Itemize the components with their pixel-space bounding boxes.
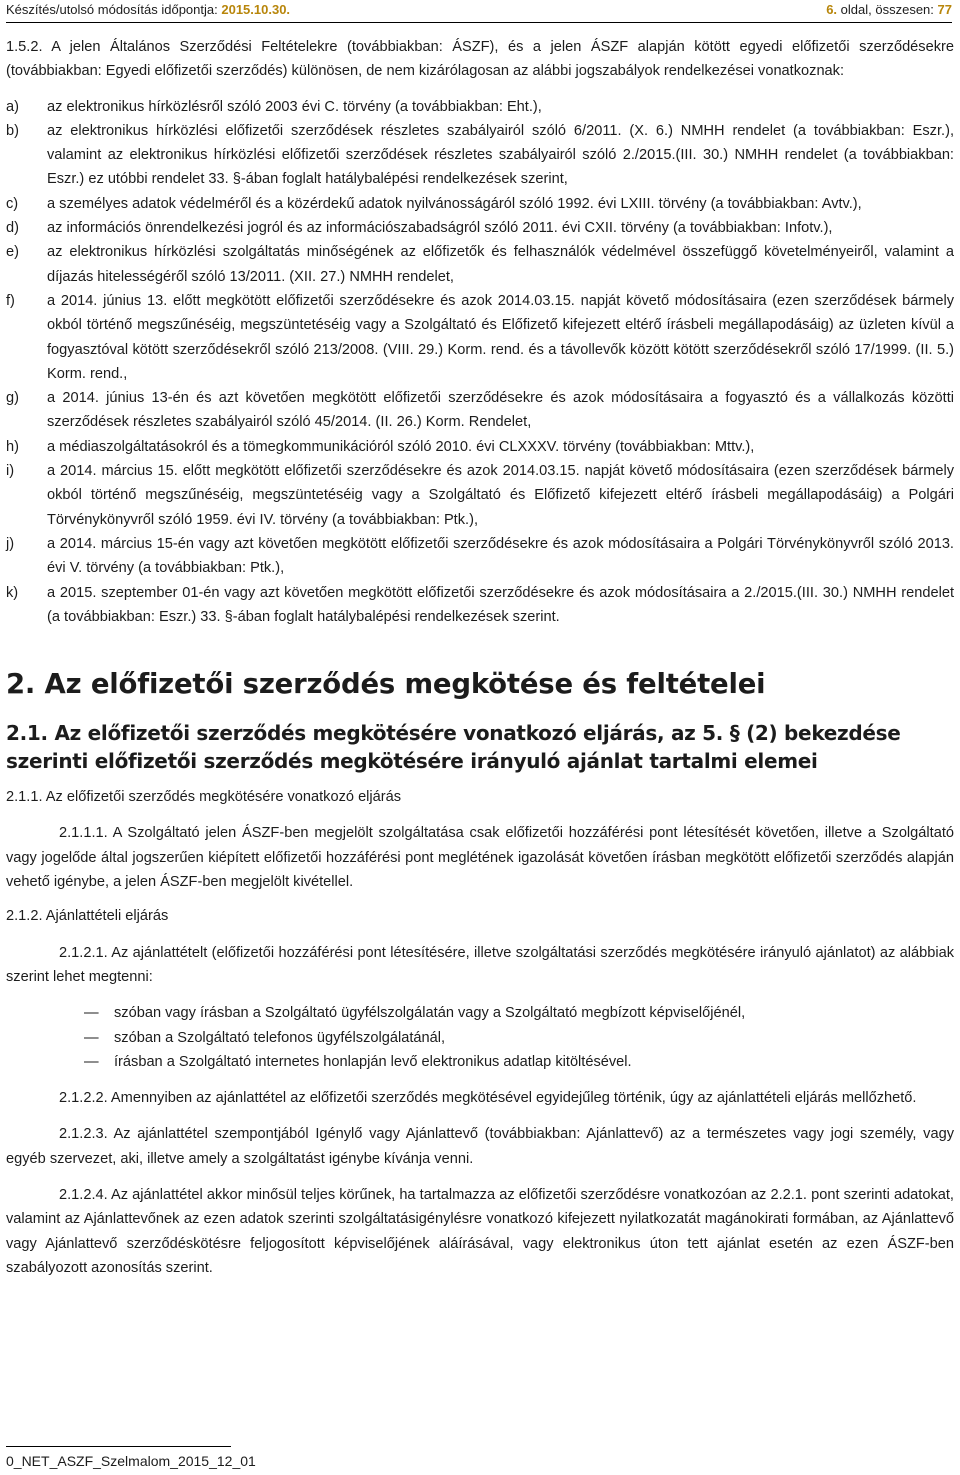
dash-icon: — bbox=[84, 1053, 99, 1070]
list-text: az elektronikus hírközlésről szóló 2003 évi C. törvény (a továbbiakban: Eht.), bbox=[47, 98, 542, 115]
list-item bbox=[6, 386, 954, 435]
dash-icon: — bbox=[84, 1029, 99, 1046]
header-right bbox=[826, 0, 952, 20]
header-date-label: Készítés/utolsó módosítás időpontja: bbox=[6, 2, 218, 17]
page-footer: 0_NET_ASZF_Szelmalom_2015_12_01 bbox=[6, 1453, 256, 1469]
list-text: az elektronikus hírközlési szolgáltatás minőségének az előfizetők és felhasználók védelmével összefüggő követelményeiről, valamint a díjazás hitelességéről szóló 13/2011. (XII. 27.) NMHH rendelet, bbox=[47, 244, 954, 285]
paragraph-2-1-2-4: 2.1.2.4. Az ajánlattétel akkor minősül teljes körűnek, ha tartalmazza az előfizetői szerződésre vonatkozóan az 2.2.1. pont szerinti adatokat, valamint az Ajánlattevőnek az ezen adatok szerinti szolgáltatásigénylésre vonatkozó kifejezett nyilatkozatát magánokirati formában, az Ajánlattevő vagy Ajánlattevő szerződéskötésre feljogosított képviselőjének aláírásával, vagy elektronikus úton tett ajánlat esetén az ezen ÁSZF-ben szabályozott azonosítás szerint. bbox=[6, 1186, 954, 1276]
header-left bbox=[6, 0, 290, 20]
list-marker: k) bbox=[6, 584, 19, 601]
list-item bbox=[6, 240, 954, 289]
list-item bbox=[6, 216, 954, 240]
list-item bbox=[6, 581, 954, 630]
list-text: a személyes adatok védelméről és a közérdekű adatok nyilvánosságáról szóló 1992. évi LXIII. törvény (a továbbiakban: Avtv.), bbox=[47, 195, 862, 212]
paragraph-2-1-2-1: 2.1.2.1. Az ajánlattételt (előfizetői hozzáférési pont létesítésére, illetve szolgáltatási szerződés megkötésére irányuló ajánlatot) az alábbiak szerint lehet megtenni: bbox=[6, 944, 954, 985]
list-marker: j) bbox=[6, 535, 15, 552]
offer-channel-list bbox=[6, 1001, 954, 1074]
list-item bbox=[6, 95, 954, 119]
list-text: a 2015. szeptember 01-én vagy azt követően megkötött előfizetői szerződésekre és azok módosításaira a 2./2015.(III. 30.) NMHH rendelet (a továbbiakban: Eszr.) 33. §-ában foglalt hatálybalépési rendelkezések szerint. bbox=[47, 584, 954, 625]
list-text: írásban a Szolgáltató internetes honlapján levő elektronikus adatlap kitöltésével. bbox=[114, 1053, 632, 1070]
list-text: az információs önrendelkezési jogról és az információszabadságról szóló 2011. évi CXII. törvény (a továbbiakban: Infotv.), bbox=[47, 220, 833, 237]
list-item bbox=[6, 1026, 954, 1050]
list-text: a 2014. június 13. előtt megkötött előfizetői szerződésekre és azok 2014.03.15. napját követő módosításaira (ezen szerződések bármely okból történő megszűnéséig, megszüntetéséig vagy a Szolgáltató és Előfizető kifejezett eltérő írásbeli megállapodásáig) az üzleten kívül a fogyasztóval kötött szerződésekről szóló 213/2008. (VIII. 29.) Korm. rend. és a távollevők között kötött szerződésekről szóló 17/1999. (II. 5.) Korm. rend., bbox=[47, 292, 954, 382]
subsection-heading-2-1-2: 2.1.2. Ajánlattételi eljárás bbox=[6, 908, 169, 925]
list-item bbox=[6, 459, 954, 532]
list-item bbox=[6, 192, 954, 216]
header-date: 2015.10.30. bbox=[221, 2, 291, 17]
paragraph-2-1-1-1: 2.1.1.1. A Szolgáltató jelen ÁSZF-ben megjelölt szolgáltatása csak előfizetői hozzáférési pont létesítését követően, illetve a Szolgáltató vagy jogelőde által jogszerűen kiépített előfizetői hozzáférési pont meglétének igazolását követően írásban megkötött előfizetői szerződés alapján vehető igénybe, a jelen ÁSZF-ben megjelölt kivétellel. bbox=[6, 825, 954, 891]
intro-paragraph: 1.5.2. A jelen Általános Szerződési Feltételekre (továbbiakban: ÁSZF), és a jelen ÁSZF alapján kötött egyedi előfizetői szerződésekre (továbbiakban: Egyedi előfizetői szerződés) különösen, de nem kizárólagosan az alábbi jogszabályok rendelkezései vonatkoznak: bbox=[6, 39, 954, 80]
list-marker: a) bbox=[6, 98, 19, 115]
list-text: az elektronikus hírközlési előfizetői szerződések részletes szabályairól szóló 6/2011. (X. 6.) NMHH rendelet (a továbbiakban: Eszr.), valamint az elektronikus hírközlési előfizetői szerződések részletes szabályairól szóló 2./2015.(III. 30.) NMHH rendelet (a továbbiakban: Eszr.) ez utóbbi rendelet 33. §-ában foglalt hatálybalépési rendelkezések szerint, bbox=[47, 122, 954, 188]
header-page-number: 6. bbox=[826, 2, 838, 17]
section-heading-2-1: 2.1. Az előfizetői szerződés megkötésére vonatkozó eljárás, az 5. § (2) bekezdése szerinti előfizetői szerződés megkötésére irányuló ajánlat tartalmi elemei bbox=[6, 721, 901, 774]
section-heading-2: 2. Az előfizetői szerződés megkötése és feltételei bbox=[6, 668, 766, 701]
list-text: a 2014. március 15-én vagy azt követően megkötött előfizetői szerződésekre és azok módosításaira a Polgári Törvénykönyvről szóló 2013. évi V. törvény (a továbbiakban: Ptk.), bbox=[47, 535, 954, 577]
list-text: szóban a Szolgáltató telefonos ügyfélszolgálatánál, bbox=[114, 1029, 446, 1046]
legislation-list bbox=[6, 95, 954, 630]
list-marker: b) bbox=[6, 122, 19, 139]
footer-divider bbox=[6, 1446, 231, 1447]
header-page-total: 77 bbox=[937, 2, 952, 17]
list-item bbox=[6, 532, 954, 581]
list-marker: i) bbox=[6, 463, 15, 480]
list-marker: h) bbox=[6, 438, 19, 455]
paragraph-2-1-2-3: 2.1.2.3. Az ajánlattétel szempontjából Igénylő vagy Ajánlattevő (továbbiakban: Ajánlattevő) az a természetes vagy jogi személy, vagy egyéb szervezet, aki, illetve amely a szolgáltatást igénybe kívánja venni. bbox=[6, 1126, 954, 1167]
list-text: szóban vagy írásban a Szolgáltató ügyfélszolgálatán vagy a Szolgáltató megbízott képviselőjénél, bbox=[114, 1005, 746, 1022]
list-marker: f) bbox=[6, 292, 15, 309]
list-item bbox=[6, 435, 954, 459]
list-text: a 2014. június 13-én és azt követően megkötött előfizetői szerződésekre és azok módosításaira a fogyasztó és a vállalkozás közötti szerződések részletes szabályairól szóló 45/2014. (II. 26.) Korm. Rendelet, bbox=[47, 390, 954, 431]
list-text: a médiaszolgáltatásokról és a tömegkommunikációról szóló 2010. évi CLXXXV. törvény (továbbiakban: Mttv.), bbox=[47, 438, 755, 455]
header-divider bbox=[6, 22, 952, 23]
header-page-label: oldal, összesen: bbox=[840, 2, 934, 17]
dash-icon: — bbox=[84, 1005, 99, 1022]
subsection-heading-2-1-1: 2.1.1. Az előfizetői szerződés megkötésére vonatkozó eljárás bbox=[6, 789, 402, 806]
document-body bbox=[6, 35, 954, 1280]
list-marker: c) bbox=[6, 195, 19, 212]
list-item bbox=[6, 289, 954, 386]
list-marker: g) bbox=[6, 390, 19, 407]
list-text: a 2014. március 15. előtt megkötött előfizetői szerződésekre és azok 2014.03.15. napját követő módosításaira (ezen szerződések bármely okból történő megszűnéséig, megszüntetéséig vagy a Szolgáltató és Előfizető kifejezett eltérő írásbeli megállapodásáig) a Polgári Törvénykönyvről szóló 1959. évi IV. törvény (a továbbiakban: Ptk.), bbox=[47, 463, 954, 528]
page-header bbox=[6, 0, 952, 20]
list-item bbox=[6, 119, 954, 192]
list-marker: d) bbox=[6, 220, 19, 237]
list-item bbox=[6, 1050, 954, 1074]
list-item bbox=[6, 1001, 954, 1025]
paragraph-2-1-2-2: 2.1.2.2. Amennyiben az ajánlattétel az előfizetői szerződés megkötésével egyidejűleg történik, úgy az ajánlattételi eljárás mellőzhető. bbox=[59, 1090, 917, 1107]
list-marker: e) bbox=[6, 244, 19, 261]
